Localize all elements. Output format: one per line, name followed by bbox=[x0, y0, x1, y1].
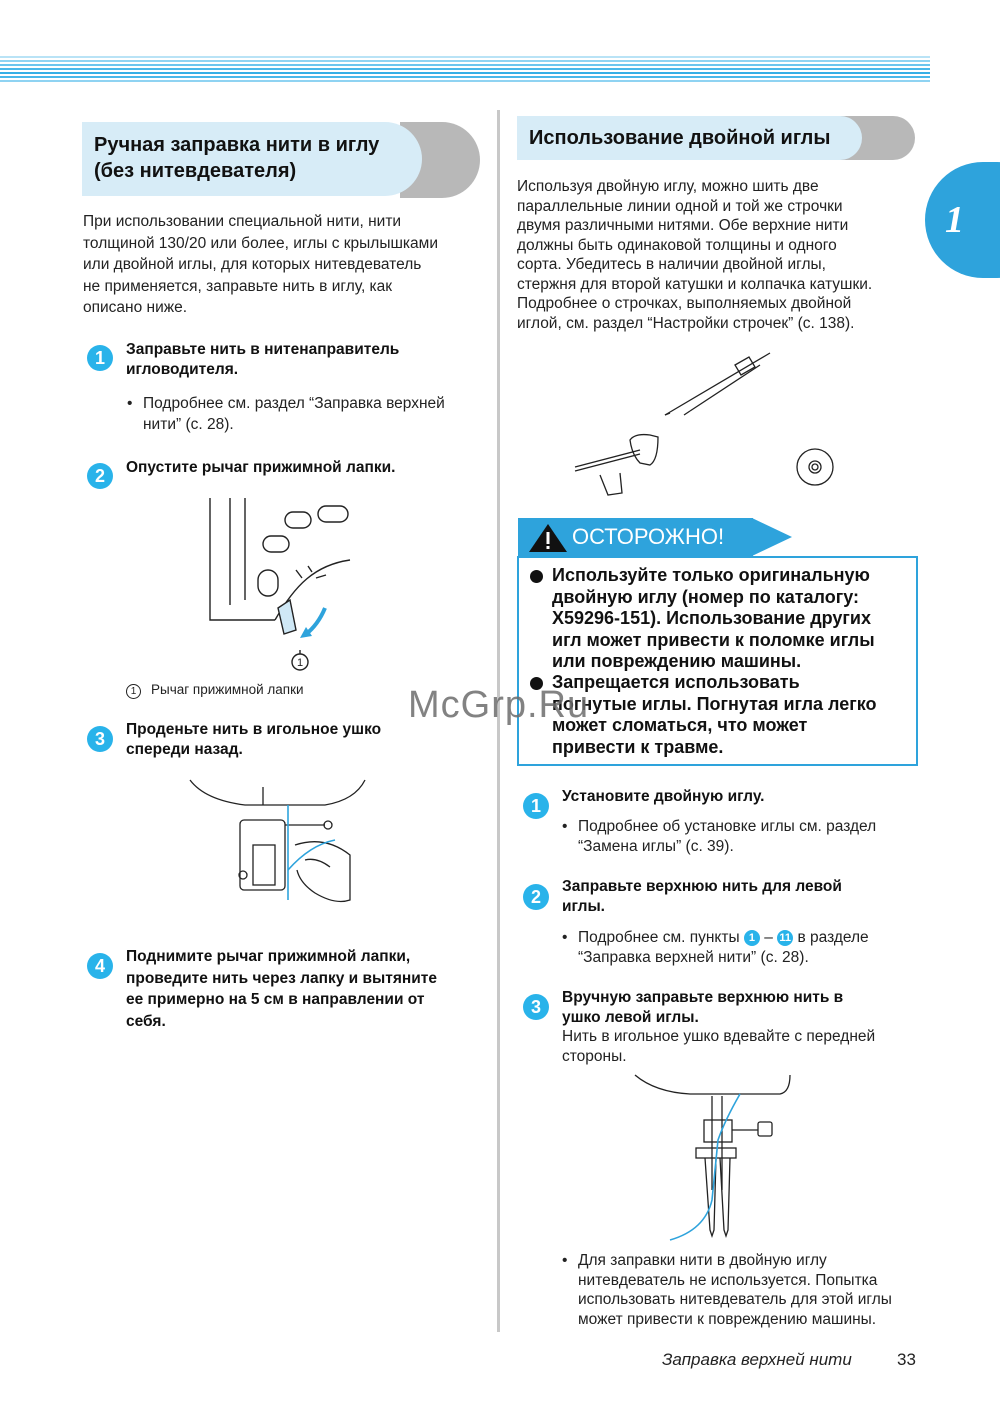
text-line: X59296-151). Использование других bbox=[552, 608, 871, 628]
text-line: Проденьте нить в игольное ушко bbox=[126, 721, 382, 738]
bullet-note bbox=[562, 928, 923, 968]
text-line: Подробнее см. раздел “Заправка верхней bbox=[143, 395, 445, 412]
text-line: Нить в игольное ушко вдевайте с передней bbox=[562, 1028, 876, 1045]
text-line: Опустите рычаг прижимной лапки. bbox=[126, 459, 396, 476]
heading-line: (без нитевдевателя) bbox=[94, 160, 297, 182]
step-title bbox=[562, 877, 912, 917]
step-text bbox=[562, 1027, 922, 1067]
text-line: или повреждению машины. bbox=[552, 651, 802, 671]
callout-marker: 1 bbox=[296, 657, 304, 669]
text-line: не применяется, заправьте нить в иглу, как bbox=[83, 277, 393, 295]
text-line: использовать нитевдеватель для этой иглы bbox=[578, 1291, 892, 1308]
bullet-note bbox=[127, 393, 488, 435]
text-line: “Заправка верхней нити” (с. 28). bbox=[578, 949, 809, 966]
step-number: 4 bbox=[87, 953, 113, 979]
text-line: сорта. Убедитесь в наличии двойной иглы, bbox=[517, 256, 826, 273]
step-number: 1 bbox=[87, 345, 113, 371]
text-line: Заправьте нить в нитенаправитель bbox=[126, 341, 400, 358]
text-line: Вручную заправьте верхнюю нить в bbox=[562, 989, 844, 1006]
text-line: игловодителя. bbox=[126, 361, 239, 378]
dash: – bbox=[764, 929, 773, 946]
caution-item bbox=[552, 672, 912, 758]
text-line: нитевдеватель не используется. Попытка bbox=[578, 1271, 878, 1289]
text-line: Заправьте верхнюю нить для левой bbox=[562, 878, 842, 895]
chapter-number: 1 bbox=[945, 199, 964, 241]
warning-triangle-icon bbox=[527, 522, 569, 554]
text-line: себя. bbox=[126, 1012, 166, 1030]
heading-line: Использование двойной иглы bbox=[529, 127, 831, 149]
bullet-icon: • bbox=[562, 818, 568, 835]
twin-needle-accessories-figure bbox=[570, 345, 850, 505]
bullet-note bbox=[562, 1251, 923, 1329]
bullet-note bbox=[562, 817, 923, 857]
text-line: может сломаться, что может bbox=[552, 715, 808, 735]
right-section-heading bbox=[517, 116, 862, 160]
text-line: игл может привести к поломке иглы bbox=[552, 629, 875, 650]
step-title bbox=[562, 988, 917, 1028]
text-line: Запрещается использовать bbox=[552, 672, 800, 692]
step-number: 3 bbox=[523, 994, 549, 1020]
step-ref: 1 bbox=[744, 930, 760, 946]
bullet-icon: • bbox=[127, 395, 133, 412]
step-number: 1 bbox=[523, 793, 549, 819]
text-line: Установите двойную иглу. bbox=[562, 788, 765, 805]
figure-callout bbox=[126, 682, 304, 699]
text-line: двумя различными нитями. Обе верхние нити bbox=[517, 217, 849, 234]
callout-label: Рычаг прижимной лапки bbox=[151, 682, 304, 697]
step-title bbox=[126, 340, 486, 380]
step-title bbox=[126, 458, 486, 478]
step-ref: 11 bbox=[777, 930, 793, 946]
text-line: погнутые иглы. Погнутая игла легко bbox=[552, 693, 877, 714]
footer-section-title: Заправка верхней нити bbox=[662, 1350, 852, 1369]
text-line: Подробнее об установке иглы см. раздел bbox=[578, 818, 877, 835]
bullet-text: Подробнее см. пункты bbox=[578, 929, 740, 946]
text-line: иглой, см. раздел “Настройки строчек” (с. 138). bbox=[517, 314, 855, 332]
heading-line: Ручная заправка нити в иглу bbox=[94, 134, 380, 156]
twin-needle-threading-figure bbox=[630, 1070, 800, 1250]
step-number: 3 bbox=[87, 726, 113, 752]
text-line: ее примерно на 5 см в направлении от bbox=[126, 991, 425, 1008]
text-line: спереди назад. bbox=[126, 741, 243, 758]
step-number: 2 bbox=[87, 463, 113, 489]
presser-foot-lever-figure bbox=[200, 490, 370, 675]
text-line bbox=[578, 928, 923, 948]
text-line: описано ниже. bbox=[83, 299, 188, 316]
text-line: привести к травме. bbox=[552, 736, 724, 757]
text-line: проведите нить через лапку и вытяните bbox=[126, 969, 438, 987]
page-number: 33 bbox=[897, 1350, 916, 1369]
callout-marker: 1 bbox=[126, 684, 141, 699]
bullet-icon: • bbox=[562, 929, 568, 946]
text-line: стороны. bbox=[562, 1048, 627, 1065]
text-line: Подробнее о строчках, выполняемых двойной bbox=[517, 295, 852, 312]
text-line: стержня для второй катушки и колпачка катушки. bbox=[517, 275, 873, 293]
right-intro bbox=[517, 177, 917, 333]
bullet-icon: • bbox=[562, 1252, 568, 1269]
text-line: или двойной иглы, для которых нитевдеватель bbox=[83, 256, 422, 273]
text-line: должны быть одинаковой толщины и одного bbox=[517, 236, 837, 254]
text-line: нити” (с. 28). bbox=[143, 416, 234, 433]
text-line: ушко левой иглы. bbox=[562, 1009, 699, 1026]
left-section-heading bbox=[82, 122, 422, 196]
text-line: двойную иглу (номер по каталогу: bbox=[552, 586, 860, 607]
caution-bullet-icon bbox=[530, 570, 543, 583]
text-line: Для заправки нити в двойную иглу bbox=[578, 1252, 827, 1269]
text-line: При использовании специальной нити, нити bbox=[83, 213, 402, 230]
text-line: толщиной 130/20 или более, иглы с крылышками bbox=[83, 234, 438, 252]
left-intro bbox=[83, 211, 483, 319]
watermark: McGrp.Ru bbox=[408, 684, 590, 726]
text-line: может привести к повреждению машины. bbox=[578, 1310, 877, 1328]
header-stripes bbox=[0, 56, 930, 82]
caution-label: ОСТОРОЖНО! bbox=[572, 524, 725, 549]
text-line: Используя двойную иглу, можно шить две bbox=[517, 178, 819, 195]
step-title bbox=[562, 787, 912, 807]
text-line: Используйте только оригинальную bbox=[552, 565, 870, 585]
text-line: “Замена иглы” (с. 39). bbox=[578, 838, 734, 855]
text-line: параллельные линии одной и той же строчки bbox=[517, 197, 843, 215]
step-number: 2 bbox=[523, 884, 549, 910]
needle-threading-figure bbox=[185, 775, 375, 915]
text-line: Поднимите рычаг прижимной лапки, bbox=[126, 948, 411, 965]
text-line: иглы. bbox=[562, 898, 605, 915]
step-title bbox=[126, 946, 491, 1032]
bullet-text: в разделе bbox=[797, 929, 869, 946]
caution-header-arrow bbox=[752, 518, 792, 556]
caution-item bbox=[552, 565, 912, 673]
